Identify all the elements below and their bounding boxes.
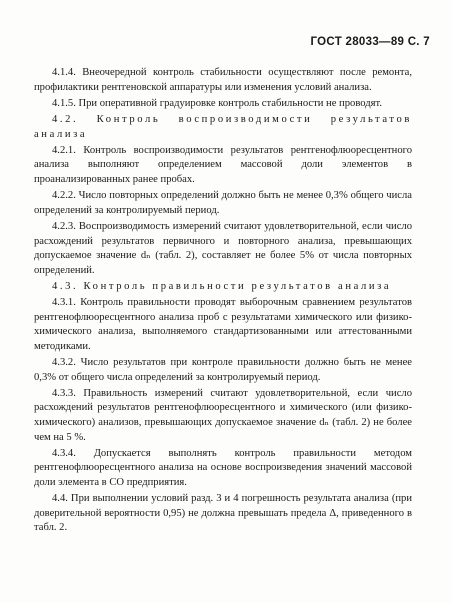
paragraph-4-2-2: 4.2.2. Число повторных определений должно быть не менее 0,3% общего числа определений за контролируемый период. (34, 190, 412, 216)
paragraph-4-3-4: 4.3.4. Допускается выполнять контроль правильности методом рентгенофлюоресцентного анализа на основе воспроизведения значений массовой доли элемента в СО предприятия. (34, 447, 412, 488)
paragraph-4-2-3: 4.2.3. Воспроизводимость измерений считают удовлетворительной, если число расхождений результатов первичного и повторного анализа, превышающих допускаемое значение dₙ (табл. 2), составляет не более 5% от числа повторных определений. (34, 220, 412, 276)
page-header: ГОСТ 28033—89 С. 7 (310, 36, 430, 48)
paragraph-4-1-5: 4.1.5. При оперативной градуировке контроль стабильности не проводят. (52, 97, 382, 109)
paragraph-4-1-4: 4.1.4. Внеочередной контроль стабильности осуществляют после ремонта, профилактики рентгеновской аппаратуры или изменения условий анализа. (34, 67, 412, 93)
paragraph-4-4: 4.4. При выполнении условий разд. 3 и 4 погрешность результата анализа (при доверительной вероятности 0,95) не должна превышать предела Δ, приведенного в табл. 2. (34, 493, 412, 534)
paragraph-4-3-1: 4.3.1. Контроль правильности проводят выборочным сравнением результатов рентгенофлюоресцентного анализа проб с результатами химического или физико-химического анализа, выполняемого стандартизованными или аттестованными методиками. (34, 297, 412, 352)
paragraph-4-2-1: 4.2.1. Контроль воспроизводимости результатов рентгенофлюоресцентного анализа выполняют определением массовой доли элементов в проанализированных ранее пробах. (34, 144, 412, 185)
paragraph-4-3-3: 4.3.3. Правильность измерений считают удовлетворительной, если число расхождений результатов рентгенофлюоресцентного и химического (или физико-химического) анализов, превышающих допускаемое значение dₙ (табл. 2) не более чем на 5 %. (34, 387, 412, 443)
section-heading-4-2: 4.2. Контроль воспроизводимости результатов анализа (34, 113, 412, 140)
document-body (34, 66, 412, 538)
section-heading-4-3: 4.3. Контроль правильности результатов анализа (52, 280, 392, 292)
paragraph-4-3-2: 4.3.2. Число результатов при контроле правильности должно быть не менее 0,3% от общего числа определений за контролируемый период. (34, 357, 412, 383)
